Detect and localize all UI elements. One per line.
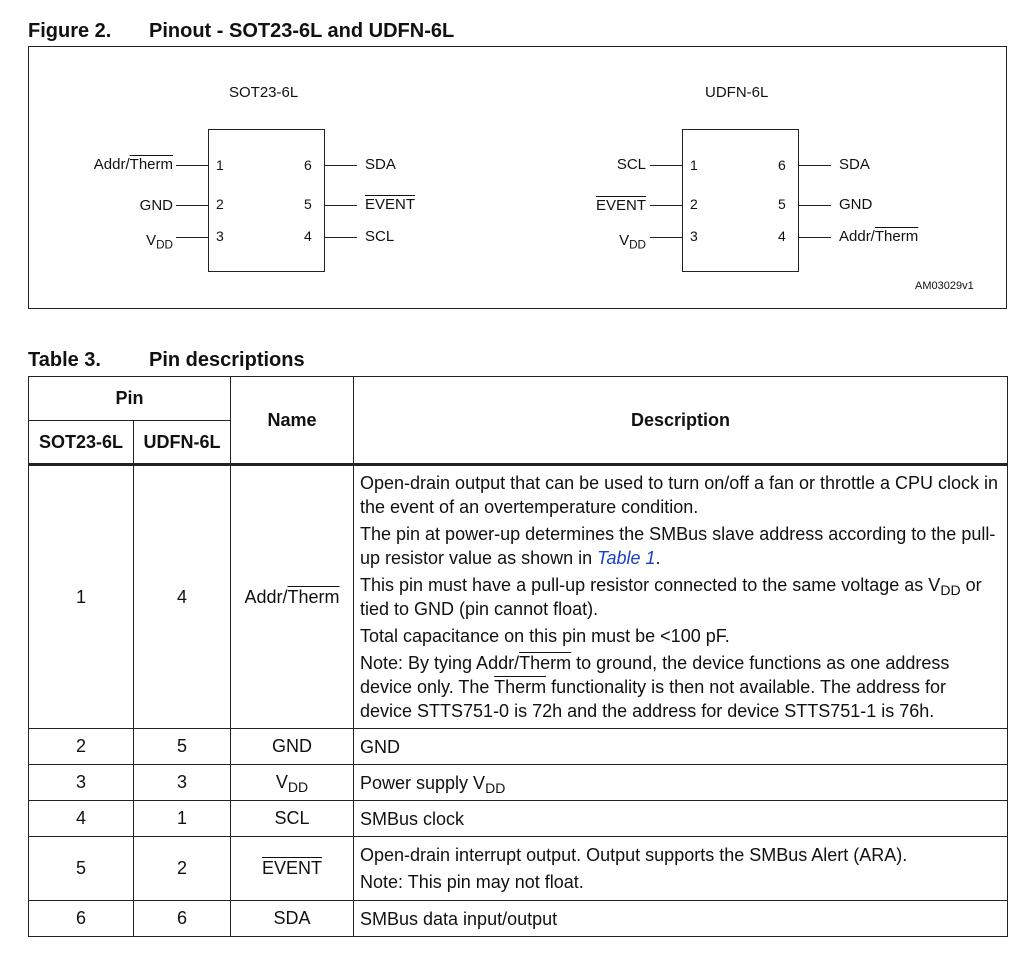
cell-udfn-pin: 1 [134,801,231,837]
desc-paragraph: Open-drain output that can be used to turn on/off a fan or throttle a CPU clock in the event of an overtemperature condition. [360,473,999,517]
udfn-pin6-number: 6 [778,157,786,173]
cell-sot23-pin: 2 [29,729,134,765]
udfn-pin6-label: SDA [839,156,870,173]
udfn-pin4-number: 4 [778,228,786,244]
header-udfn: UDFN-6L [134,421,231,465]
sot23-pin2-lead [176,205,208,206]
cell-udfn-pin: 4 [134,465,231,729]
udfn-pin2-number: 2 [690,196,698,212]
udfn-pin2-lead [650,205,682,206]
cell-sot23-pin: 4 [29,801,134,837]
figure-label: Figure 2. [28,20,112,42]
sot23-pin1-number: 1 [216,157,224,173]
cell-pin-name: Addr/Therm [231,465,354,729]
cell-pin-name: EVENT [231,837,354,901]
sot23-pin5-lead [325,205,357,206]
sot23-pin1-label: Addr/Therm [93,156,173,173]
udfn-pin6-lead [799,165,831,166]
udfn-pin4-lead [799,237,831,238]
table-label: Table 3. [28,349,101,371]
udfn-pin3-number: 3 [690,228,698,244]
cell-pin-name: SDA [231,901,354,937]
figure-reference-code: AM03029v1 [915,280,974,292]
cell-pin-name: $V_{DD}$ [231,765,354,801]
table1-link[interactable]: Table 1 [597,548,656,568]
cell-sot23-pin: 1 [29,465,134,729]
table-title: Pin descriptions [149,349,305,371]
sot23-pin6-label: SDA [365,156,396,173]
udfn-pin3-lead [650,237,682,238]
header-description: Description [354,377,1008,465]
cell-sot23-pin: 6 [29,901,134,937]
desc-paragraph: This pin must have a pull-up resistor connected to the same voltage as $V_{DD}$ or tied to GND (pin cannot float). [360,575,982,619]
udfn-pin1-number: 1 [690,157,698,173]
sot23-pin1-lead [176,165,208,166]
package-name-udfn: UDFN-6L [705,84,769,101]
package-name-sot23: SOT23-6L [229,84,299,101]
table-row [29,837,1008,901]
udfn-pin4-label: Addr/Therm [839,228,919,245]
desc-note: Note: This pin may not float. [360,872,584,892]
cell-udfn-pin: 2 [134,837,231,901]
udfn-pin1-lead [650,165,682,166]
udfn-pin1-label: SCL [616,156,646,173]
table-row [29,765,1008,801]
cell-pin-name: SCL [231,801,354,837]
cell-description: GND [354,729,1008,765]
cell-description: Power supply $V_{DD}$ [354,765,1008,801]
sot23-pin3-label: $V_{DD}$ [146,232,173,252]
pin-descriptions-table [28,376,1008,937]
sot23-pin4-number: 4 [304,228,312,244]
header-sot23: SOT23-6L [29,421,134,465]
cell-sot23-pin: 3 [29,765,134,801]
desc-paragraph: The pin at power-up determines the SMBus slave address according to the pull-up resistor value as shown in Table 1. [360,524,996,568]
table-row [29,801,1008,837]
table-row [29,901,1008,937]
cell-description [354,837,1008,901]
udfn-pin2-label: EVENT [595,197,646,214]
sot23-pin4-lead [325,237,357,238]
table-row [29,729,1008,765]
cell-pin-name: GND [231,729,354,765]
header-name: Name [231,377,354,465]
cell-description: SMBus clock [354,801,1008,837]
udfn-pin5-label: GND [839,196,873,213]
cell-udfn-pin: 6 [134,901,231,937]
sot23-pin6-lead [325,165,357,166]
udfn-pin5-lead [799,205,831,206]
header-pin: Pin [29,377,231,421]
table-header-row [29,377,1008,421]
cell-udfn-pin: 5 [134,729,231,765]
sot23-pin2-label: GND [139,197,173,214]
desc-paragraph: Total capacitance on this pin must be <100 pF. [360,626,730,646]
sot23-pin2-number: 2 [216,196,224,212]
sot23-pin3-number: 3 [216,228,224,244]
cell-description [354,465,1008,729]
sot23-pin5-number: 5 [304,196,312,212]
sot23-pin3-lead [176,237,208,238]
table-row [29,465,1008,729]
pinout-figure [28,46,1007,309]
udfn-pin5-number: 5 [778,196,786,212]
desc-paragraph: Open-drain interrupt output. Output supports the SMBus Alert (ARA). [360,845,908,865]
cell-description: SMBus data input/output [354,901,1008,937]
udfn-pin3-label: $V_{DD}$ [619,232,646,252]
cell-sot23-pin: 5 [29,837,134,901]
sot23-pin4-label: SCL [365,228,395,245]
sot23-pin5-label: EVENT [365,196,416,213]
desc-note: Note: By tying Addr/Therm to ground, the device functions as one address device only. The Therm functionality is then not available. The address for device STTS751-0 is 72h and the address for device STTS751-1 is 76h. [360,653,950,721]
figure-title: Pinout - SOT23-6L and UDFN-6L [149,20,455,42]
sot23-pin6-number: 6 [304,157,312,173]
cell-udfn-pin: 3 [134,765,231,801]
